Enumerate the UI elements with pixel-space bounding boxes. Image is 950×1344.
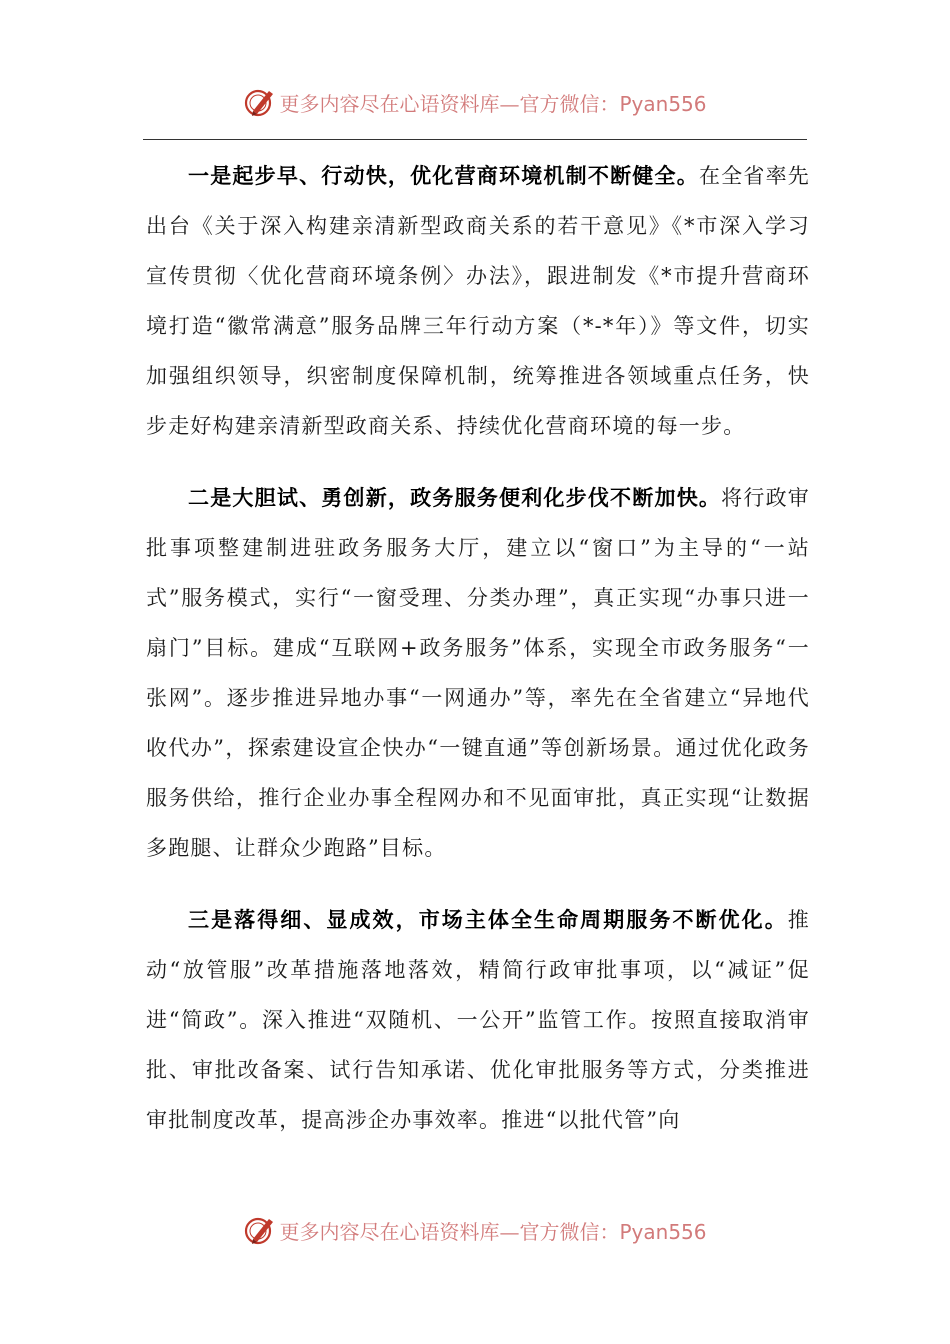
paragraph-2-body: 将行政审批事项整建制进驻政务服务大厅，建立以“窗口”为主导的“一站式”服务模式，实行“一窗受理、分类办理”，真正实现“办事只进一扇门”目标。建成“互联网+政务服务”体系，实现全市政务服务“一张网”。逐步推进异地办事“一网通办”等，率先在全省建立“异地代收代办”，探索建设宣企快办“一键直通”等创新场景。通过优化政务服务供给，推行企业办事全程网办和不见面审批，真正实现“让数据多跑腿、让群众少跑路”目标。: [146, 486, 810, 860]
header-banner: [0, 82, 950, 122]
pen-nib-logo-icon: [243, 85, 277, 119]
paragraph-1: [146, 151, 810, 451]
paragraph-2: [146, 473, 810, 873]
header-divider: [143, 139, 807, 140]
footer-banner: [0, 1210, 950, 1250]
header-wechat-id: Pyan556: [619, 91, 707, 116]
paragraph-3-lead: 三是落得细、显成效，市场主体全生命周期服务不断优化。: [188, 907, 788, 932]
header-banner-text: 更多内容尽在心语资料库—官方微信：Pyan556: [279, 91, 707, 116]
pen-nib-logo-icon: [243, 1213, 277, 1247]
paragraph-2-lead: 二是大胆试、勇创新，政务服务便利化步伐不断加快。: [188, 485, 722, 510]
paragraph-1-lead: 一是起步早、行动快，优化营商环境机制不断健全。: [188, 163, 699, 188]
paragraph-1-body: 在全省率先出台《关于深入构建亲清新型政商关系的若干意见》《*市深入学习宣传贯彻〈优化营商环境条例〉办法》，跟进制发《*市提升营商环境打造“徽常满意”服务品牌三年行动方案（*-*年）》等文件，切实加强组织领导，织密制度保障机制，统筹推进各领域重点任务，快步走好构建亲清新型政商关系、持续优化营商环境的每一步。: [146, 164, 810, 438]
footer-banner-text: 更多内容尽在心语资料库—官方微信：Pyan556: [279, 1219, 707, 1244]
footer-wechat-id: Pyan556: [619, 1219, 707, 1244]
document-body: [146, 151, 810, 1167]
paragraph-3-body: 推动“放管服”改革措施落地落效，精简行政审批事项，以“减证”促进“简政”。深入推进“双随机、一公开”监管工作。按照直接取消审批、审批改备案、试行告知承诺、优化审批服务等方式，分类推进审批制度改革，提高涉企办事效率。推进“以批代管”向: [146, 908, 810, 1132]
paragraph-3: [146, 895, 810, 1145]
